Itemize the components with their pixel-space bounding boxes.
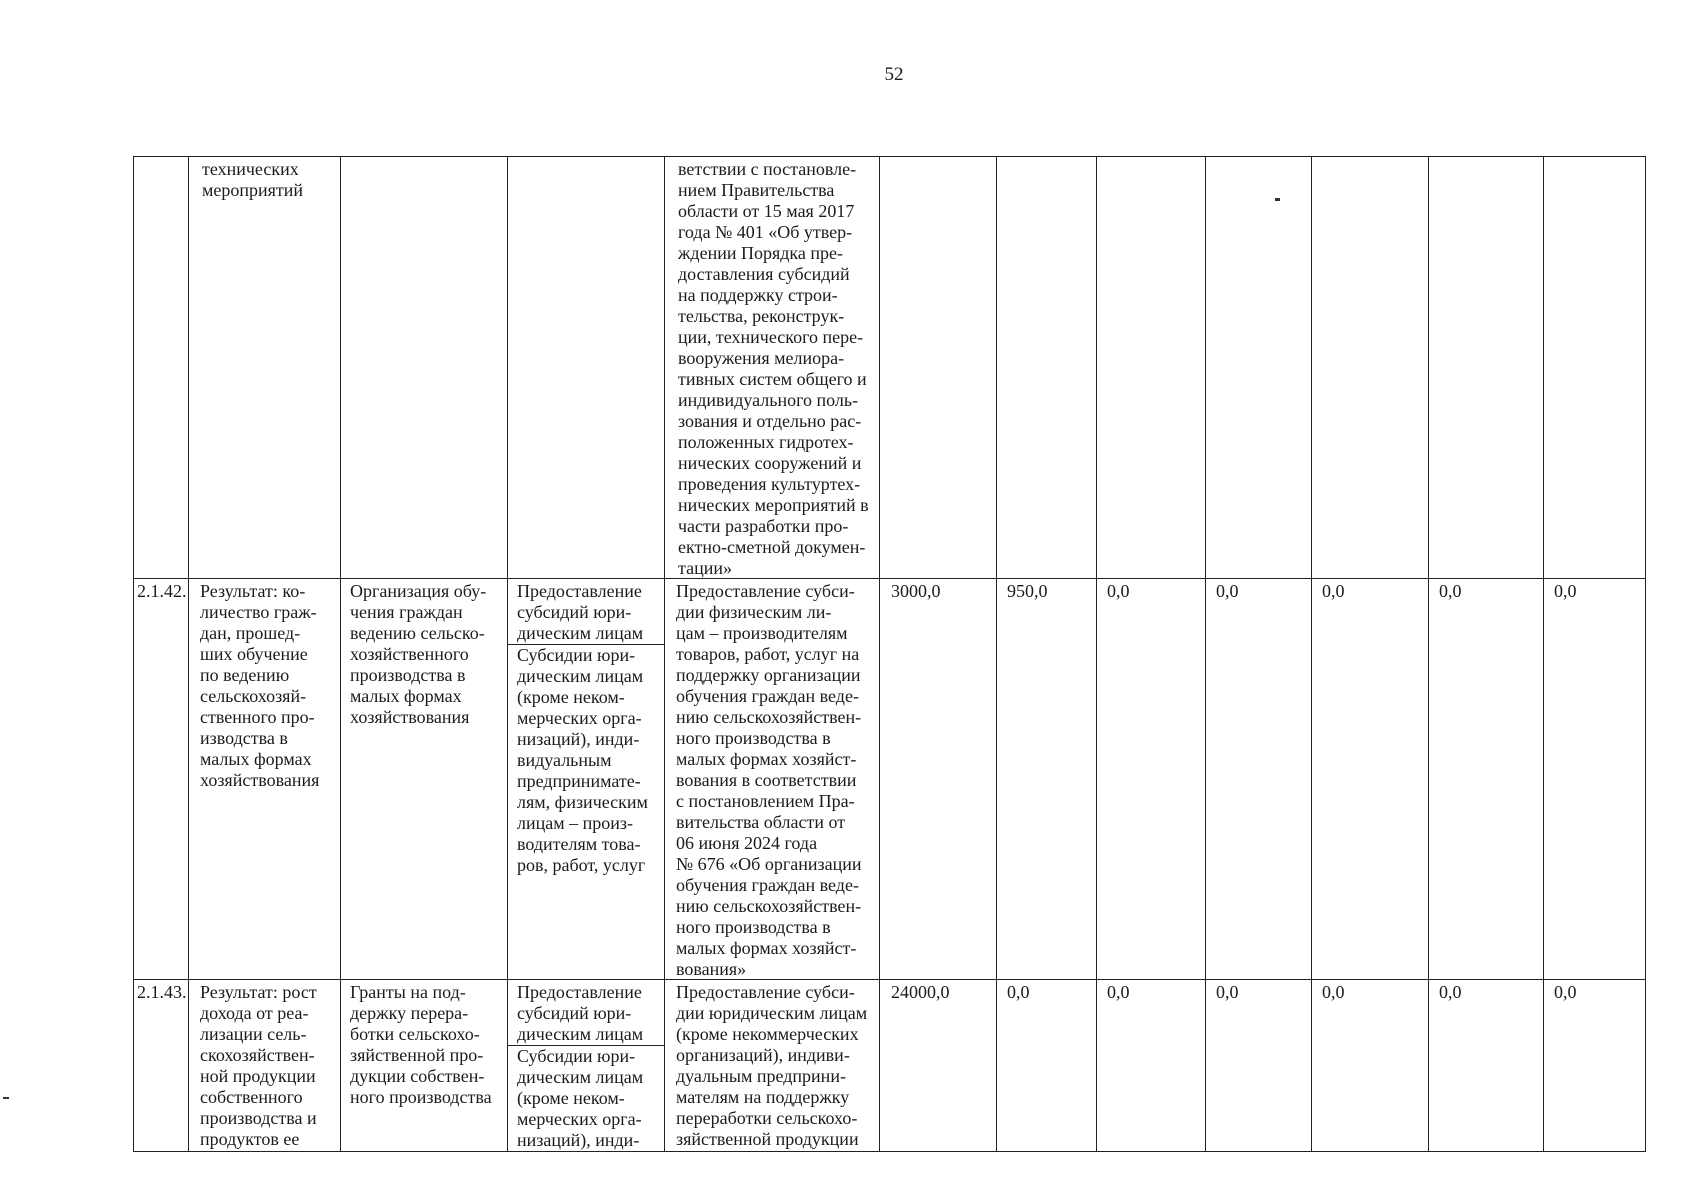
description-text: Предоставление субси- дии физическим ли- цам – производителям товаров, работ, услуг на поддержку организации обучения граждан веде- нию сельскохозяйствен- ного производства в малых формах хозяйст- вования в соответствии с постановлением Пра- вительства области от 06 июня 2024 года № 676 «Об организации обучения граждан веде- нию сельскохозяйствен- ного производства в малых формах хозяйст- вования» [676, 581, 862, 979]
amount-value: 950,0 [1007, 581, 1048, 601]
row-number-cell [134, 980, 189, 1152]
recipient-type-text: Субсидии юри- дическим лицам (кроме неком- мерческих орга- низаций), инди- [517, 1046, 644, 1150]
row-number: 2.1.42. [137, 581, 187, 601]
amount-cell [1097, 980, 1206, 1152]
event-cell [341, 980, 508, 1152]
amount-cell [1429, 579, 1544, 980]
event-text: Гранты на под- держку перера- ботки сельскохо- зяйственной про- дукции собствен- ного производства [350, 982, 492, 1107]
description-text: ветствии с постановле- нием Правительства области от 15 мая 2017 года № 401 «Об утвер- ждении Порядка пре- доставления субсидий на поддержку строи- тельства, реконструк- ции, технического пере- вооружения мелиора- тивных систем общего и индивидуального поль- зования и отдельно рас- положенных гидротех- нических сооружений и проведения культуртех- нических мероприятий в части разработки про- ектно-сметной докумен- тации» [678, 159, 869, 578]
amount-value: 0,0 [1439, 581, 1462, 601]
description-cell [665, 579, 880, 980]
amount-cell [1312, 980, 1429, 1152]
provision-form-subcell [508, 980, 664, 1046]
amount-value: 0,0 [1007, 982, 1030, 1002]
program-table [133, 156, 1646, 1152]
result-text: Результат: рост дохода от реа- лизации сель- скохозяйствен- ной продукции собственного производства и продуктов ее [200, 982, 317, 1149]
amount-cell [880, 980, 997, 1152]
amount-cell [1312, 579, 1429, 980]
amount-cell [1429, 157, 1544, 579]
amount-cell [1544, 980, 1646, 1152]
amount-value: 0,0 [1554, 982, 1577, 1002]
result-text: технических мероприятий [202, 159, 304, 200]
amount-cell [1312, 157, 1429, 579]
amount-cell [997, 157, 1097, 579]
amount-cell [997, 579, 1097, 980]
amount-value: 0,0 [1322, 982, 1345, 1002]
amount-cell [1429, 980, 1544, 1152]
amount-value: 0,0 [1107, 982, 1130, 1002]
result-cell [189, 157, 341, 579]
amount-value: 0,0 [1107, 581, 1130, 601]
amount-cell [1544, 579, 1646, 980]
event-cell [341, 579, 508, 980]
provision-form-text: Предоставление субсидий юри- дическим лицам [517, 581, 644, 643]
provision-form-text: Предоставление субсидий юри- дическим лицам [517, 982, 644, 1044]
amount-cell [880, 157, 997, 579]
amount-cell [997, 980, 1097, 1152]
amount-value: 0,0 [1216, 982, 1239, 1002]
provision-form-subcell [508, 579, 664, 645]
amount-cell [1206, 579, 1312, 980]
amount-cell [1097, 157, 1206, 579]
event-cell [341, 157, 508, 579]
provision-form-cell [508, 579, 665, 980]
recipient-type-text: Субсидии юри- дическим лицам (кроме неком- мерческих орга- низаций), инди- видуальным предпринимате- лям, физическим лицам – произ- водителям това- ров, работ, услуг [517, 645, 648, 875]
provision-form-cell [508, 157, 665, 579]
event-text: Организация обу- чения граждан ведению сельско- хозяйственного производства в малых формах хозяйствования [350, 581, 487, 727]
row-number: 2.1.43. [137, 982, 187, 1002]
amount-value: 0,0 [1322, 581, 1345, 601]
amount-value: 24000,0 [891, 982, 950, 1002]
description-text: Предоставление субси- дии юридическим лицам (кроме некоммерческих организаций), индиви- дуальным предприни- мателям на поддержку переработки сельскохо- зяйственной продукции [676, 982, 868, 1149]
scan-mark [3, 1097, 9, 1099]
row-number-cell [134, 157, 189, 579]
result-cell [189, 579, 341, 980]
description-cell [665, 157, 880, 579]
description-cell [665, 980, 880, 1152]
amount-cell [880, 579, 997, 980]
provision-form-cell [508, 980, 665, 1152]
amount-value: 0,0 [1439, 982, 1462, 1002]
result-cell [189, 980, 341, 1152]
amount-cell [1544, 157, 1646, 579]
amount-cell [1206, 980, 1312, 1152]
row-number-cell [134, 579, 189, 980]
amount-cell [1206, 157, 1312, 579]
amount-value: 0,0 [1554, 581, 1577, 601]
amount-value: 0,0 [1216, 581, 1239, 601]
result-text: Результат: ко- личество граж- дан, прошед- ших обучение по ведению сельскохозяй- ственного про- изводства в малых формах хозяйствования [200, 581, 320, 790]
amount-cell [1097, 579, 1206, 980]
amount-value: 3000,0 [891, 581, 941, 601]
page-number: 52 [884, 64, 904, 85]
